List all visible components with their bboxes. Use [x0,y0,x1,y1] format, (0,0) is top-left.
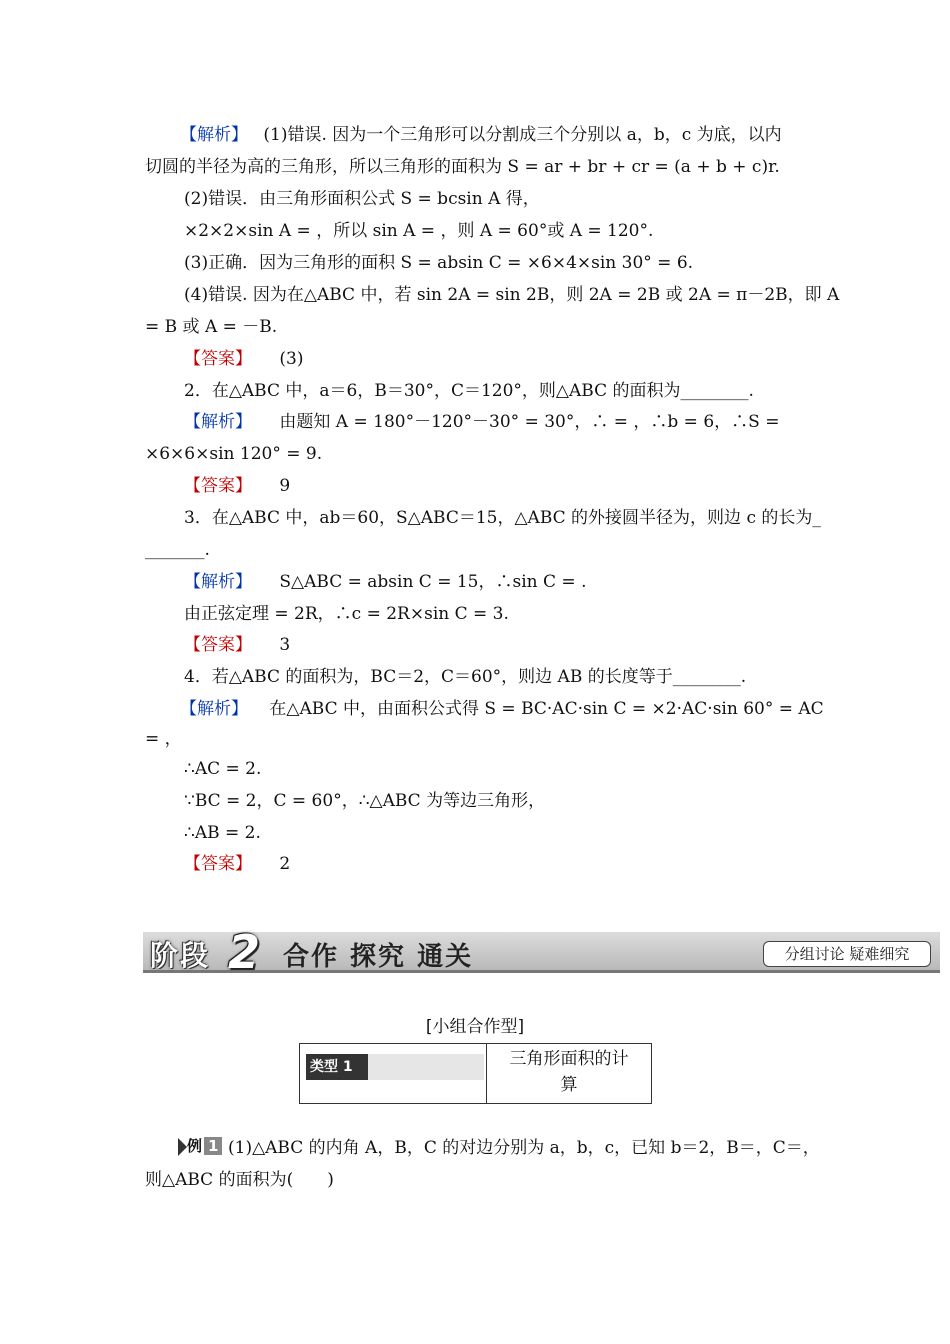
line-content: 由题知 A = 180°－120°－30° = 30°，∴ = ，∴b = 6，∴S = [279,412,780,432]
text-line: ×6×6×sin 120° = 9. [145,444,323,464]
text-line: 切圆的半径为高的三角形，所以三角形的面积为 S = ar + br + cr = (a + b + c)r. [145,157,780,177]
example-icon [178,1135,222,1157]
text-line: ∴AB = 2. [184,823,261,843]
stage-label: 阶段 [150,939,211,972]
example-line: (1)△ABC 的内角 A，B，C 的对边分别为 a，b，c，已知 b＝2，B＝，C＝， [228,1138,820,1158]
analysis-tag: 【解析】 [184,412,252,432]
answer-tag: 【答案】 [184,476,252,496]
example-label: 例 [187,1137,203,1155]
line-content: (1)错误. 因为一个三角形可以分割成三个分别以 a，b，c 为底，以内 [263,125,782,145]
text-line: 4．若△ABC 的面积为，BC＝2，C＝60°，则边 AB 的长度等于________. [184,667,747,687]
text-line: = B 或 A = －B. [145,317,278,337]
type-content-line: 算 [560,1075,578,1095]
line-content: 9 [279,476,291,496]
stage-title: 合作 探究 通关 [283,942,474,972]
line-content: 在△ABC 中，由面积公式得 S = BC·AC·sin C = ×2·AC·sin 60° = AC [269,699,824,719]
text-line: ∴AC = 2. [184,759,262,779]
text-line: (3)正确．因为三角形的面积 S = absin C = ×6×4×sin 30° = 6. [184,253,694,273]
triangle-icon [178,1138,187,1156]
answer-tag: 【答案】 [184,635,252,655]
example-line: 则△ABC 的面积为( ) [145,1170,334,1190]
text-line [184,634,290,656]
stage-number: 2 [228,925,261,979]
text-line: 2．在△ABC 中，a＝6，B＝30°，C＝120°，则△ABC 的面积为________. [184,381,754,401]
text-line [184,853,290,875]
line-content: 2 [279,854,291,874]
type-content-line: 三角形面积的计 [509,1049,629,1069]
type-table [299,1043,652,1104]
line-content: S△ABC = absin C = 15，∴sin C = . [279,572,587,592]
text-line [184,475,290,497]
text-line [180,698,824,720]
answer-tag: 【答案】 [184,349,252,369]
answer-tag: 【答案】 [184,854,252,874]
type-cell [300,1044,487,1103]
text-line: ×2×2×sin A = ，所以 sin A = ，则 A = 60°或 A = 120°. [184,221,654,241]
text-line [180,124,782,146]
text-line: = ， [145,729,182,749]
analysis-tag: 【解析】 [180,699,248,719]
example-number: 1 [204,1137,222,1155]
type-content-cell [487,1044,651,1103]
line-content: 3 [279,635,291,655]
analysis-tag: 【解析】 [180,125,248,145]
text-line: 由正弦定理 = 2R，∴c = 2R×sin C = 3. [184,604,509,624]
analysis-tag: 【解析】 [184,572,252,592]
text-line: ∵BC = 2，C = 60°，∴△ABC 为等边三角形， [184,791,546,811]
stage-subtitle-badge: 分组讨论 疑难细究 [763,941,931,967]
text-line [184,571,586,593]
text-line [184,348,304,370]
type-badge: 类型 1 [306,1054,368,1080]
text-line: 3．在△ABC 中，ab＝60，S△ABC＝15，△ABC 的外接圆半径为，则边 c 的长为_ [184,508,821,528]
text-line: _______. [145,540,210,560]
text-line: (4)错误. 因为在△ABC 中，若 sin 2A = sin 2B，则 2A = 2B 或 2A = π－2B，即 A [184,285,840,305]
text-line: (2)错误．由三角形面积公式 S = bcsin A 得， [184,189,540,209]
line-content: (3) [279,349,304,369]
section-title: [小组合作型] [425,1017,525,1037]
text-line [184,411,779,433]
